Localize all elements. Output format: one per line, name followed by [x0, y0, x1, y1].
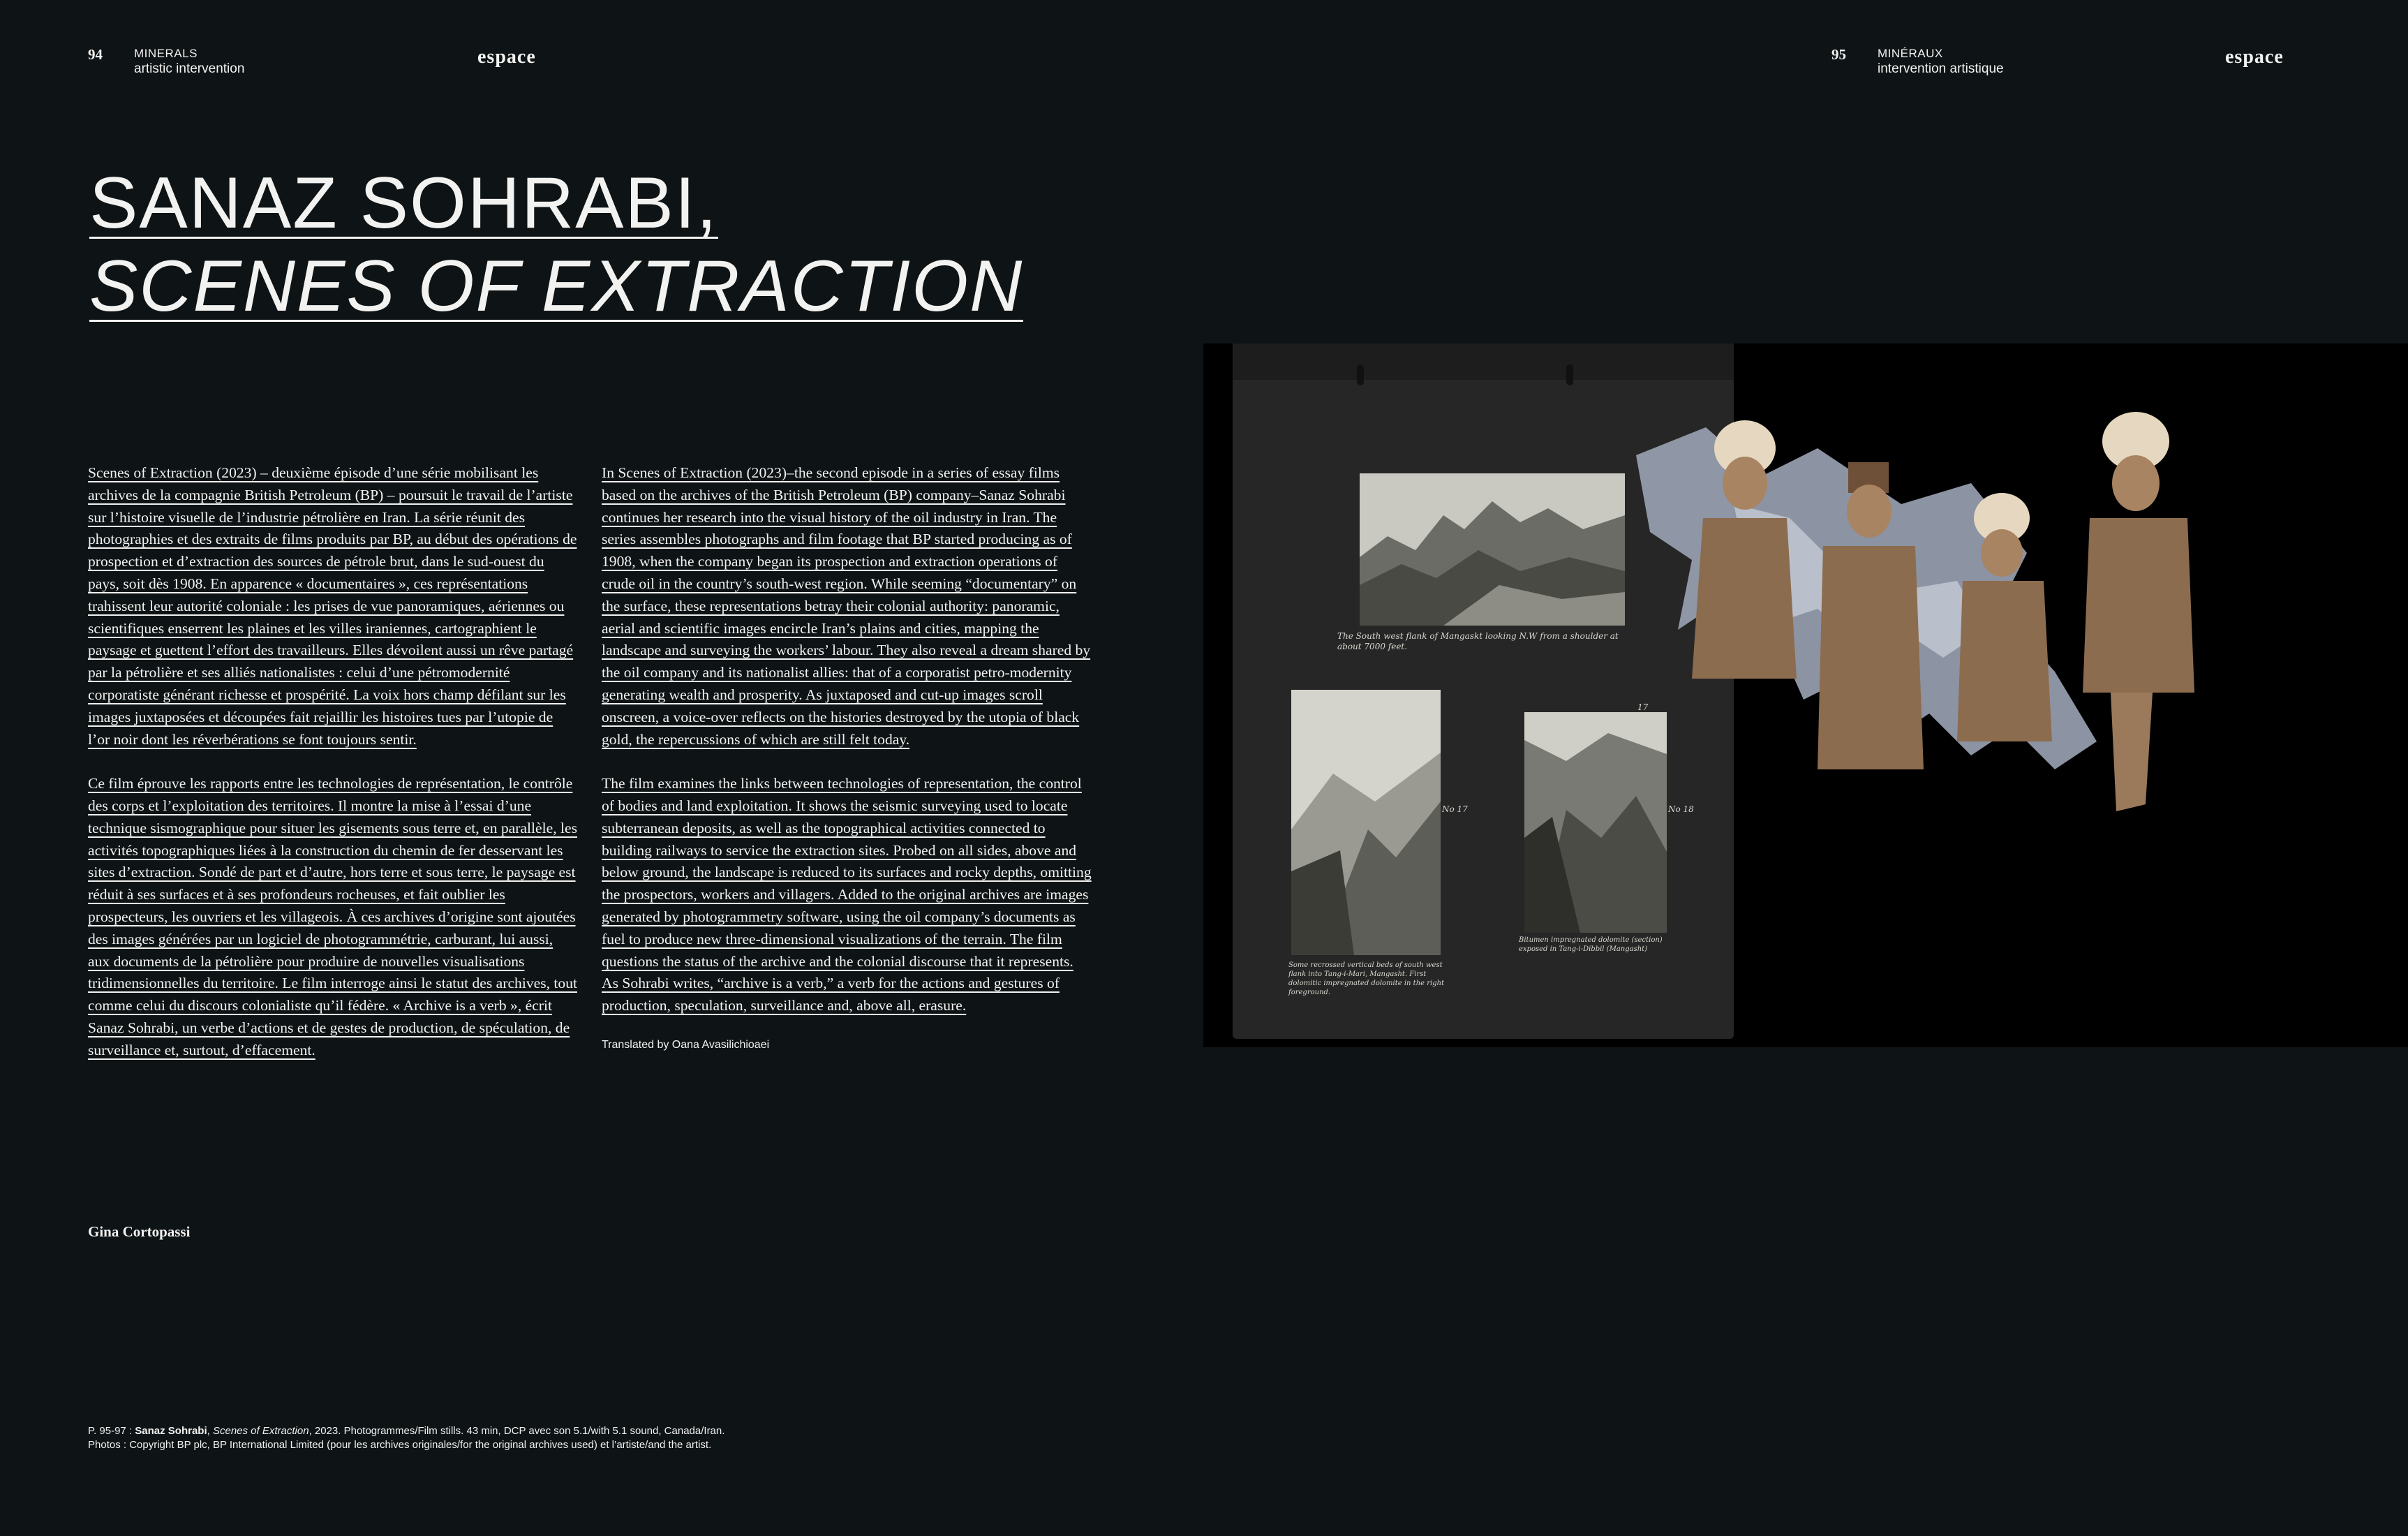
photo-caption: Some recrossed vertical beds of south west flank into Tang-i-Mari, Mangasht. First dolomitic impregnated dolomite in the right foreground. — [1288, 961, 1445, 996]
section-subtitle: intervention artistique — [1878, 61, 2004, 76]
rock-strata-photo — [1291, 690, 1441, 955]
french-paragraph-2: Ce film éprouve les rapports entre les technologies de représentation, le contrôle des corps et l’exploitation des territoires. Il montre la mise à l’essai d’une technique sismographique pour situer les gisements sous terre et, en parallèle, les activités topographiques liées à la construction du chemin de fer desservant les sites d’extraction. Sondé de part et d’autre, hors terre et sous terre, le paysage est réduit à ses surfaces et à ses profondeurs rocheuses, et fait oublier les prospecteurs, les ouvriers et les villageois. À ces archives d’origine sont ajoutées des images générées par un logiciel de photogrammétrie, carburant, lui aussi, aux documents de la pétrolière pour produire de nouvelles visualisations tridimensionnelles du territoire. Le film interroge ainsi le statut des archives, tout comme celui du discours colonialiste qu’il fédère. « Archive is a verb », écrit Sanaz Sohrabi, un verbe d’actions et de gestes de production, de spéculation, de surveillance et, surtout, d’effacement. — [88, 775, 578, 1058]
running-header-left — [88, 46, 244, 77]
translator-credit: Translated by Oana Avasilichioaei — [602, 1038, 770, 1051]
photo-credits — [88, 1424, 724, 1452]
mountain-panorama-photo — [1360, 473, 1625, 626]
photo-caption: The South west flank of Mangaskt looking N.W from a shoulder at about 7000 feet. — [1337, 631, 1619, 651]
author-name: Gina Cortopassi — [88, 1223, 191, 1240]
workers-cutout-collage — [1608, 378, 2408, 1047]
english-column — [602, 462, 1092, 1056]
album-page-number: 17 — [1637, 702, 1649, 712]
photo-caption: Bitumen impregnated dolomite (section) exposed in Tang-i-Dibbil (Mangasht) — [1519, 936, 1663, 953]
photo-label-18: No 18 — [1668, 804, 1694, 814]
film-still-image — [1203, 344, 2408, 1047]
section-title: MINÉRAUX — [1878, 47, 1943, 60]
credits-line-1: P. 95-97 : Sanaz Sohrabi, Scenes of Extraction, 2023. Photogrammes/Film stills. 43 min, DCP avec son 5.1/with 5.1 sound, Canada/Iran. — [88, 1425, 725, 1437]
french-column — [88, 462, 578, 1084]
english-paragraph-2: The film examines the links between technologies of representation, the control of bodies and land exploitation. It shows the seismic surveying used to locate subterranean deposits, as well as the topographical activities connected to building railways to service the extraction sites. Probed on all sides, above and below ground, the landscape is reduced to its surfaces and rocky depths, omitting the prospectors, workers and villagers. Added to the original archives are images generated by photogrammetry software, using the oil company’s documents as fuel to produce new three-dimensional visualizations of the terrain. The film questions the status of the archive and the colonial discourse that it represents. As Sohrabi writes, “archive is a verb,” a verb for the actions and gestures of production, speculation, surveillance and, above all, erasure. — [602, 775, 1092, 1014]
page-number: 95 — [1831, 46, 1846, 63]
section-title: MINERALS — [134, 47, 198, 60]
photo-label-17: No 17 — [1442, 804, 1468, 814]
running-header-right — [1831, 46, 2004, 77]
magazine-brand: espace — [2225, 46, 2284, 68]
title-work: SCENES OF EXTRACTION — [89, 246, 1024, 327]
article-title — [89, 162, 1023, 327]
section-subtitle: artistic intervention — [134, 61, 245, 76]
french-paragraph-1: Scenes of Extraction (2023) – deuxième épisode d’une série mobilisant les archives de la compagnie British Petroleum (BP) – poursuit le travail de l’artiste sur l’histoire visuelle de l’industrie pétrolière en Iran. La série réunit des photographies et des extraits de films produits par BP, au début des opérations de prospection et d’extraction des sources de pétrole brut, dans le sud-ouest du pays, soit dès 1908. En apparence « documentaires », ces représentations trahissent leur autorité coloniale : les prises de vue panoramiques, aériennes ou scientifiques enserrent les plaines et les villes iraniennes, cartographient le paysage et guettent l’effort des travailleurs. Elles dévoilent aussi un rêve partagé par la pétrolière et ses alliés nationalistes : celui d’une pétromodernité corporatiste générant richesse et prospérité. La voix hors champ défilant sur les images juxtaposées et découpées fait rejaillir les histoires tues par l’utopie de l’or noir dont les réverbérations se font toujours sentir. — [88, 464, 577, 748]
english-paragraph-1: In Scenes of Extraction (2023)–the second episode in a series of essay films based on the archives of the British Petroleum (BP) company–Sanaz Sohrabi continues her research into the visual history of the oil industry in Iran. The series assembles photographs and film footage that BP started producing as of 1908, when the company began its prospection and extraction operations of crude oil in the country’s south-west region. While seeming “documentary” on the surface, these representations betray their colonial authority: panoramic, aerial and scientific images encircle Iran’s plains and cities, mapping the landscape and surveying the workers’ labour. They also reveal a dream shared by the oil company and its nationalist allies: that of a corporatist petro-modernity generating wealth and prosperity. As juxtaposed and cut-up images scroll onscreen, a voice-over reflects on the histories destroyed by the utopia of black gold, the repercussions of which are still felt today. — [602, 464, 1091, 748]
credits-line-2: Photos : Copyright BP plc, BP International Limited (pour les archives originales/for the original archives used) et l’artiste/and the artist. — [88, 1439, 712, 1451]
magazine-brand: espace — [477, 46, 536, 68]
page-number: 94 — [88, 46, 103, 63]
title-artist: SANAZ SOHRABI, — [89, 163, 718, 244]
